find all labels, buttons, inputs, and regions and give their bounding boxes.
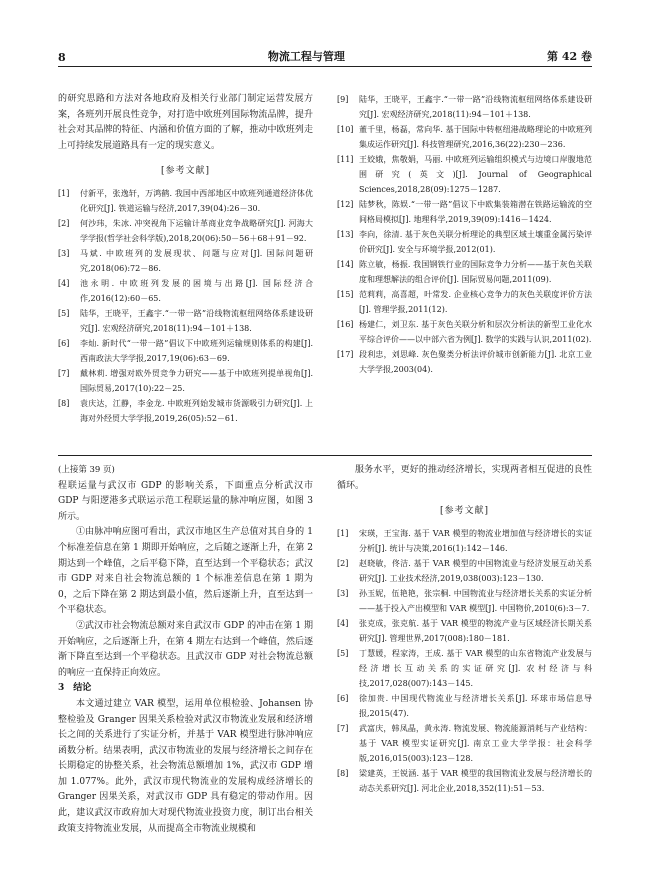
reference-text: 段利忠，刘思峰. 灰色聚类分析法评价城市创新能力[J]. 北京工业大学学报,2003(04). <box>359 350 592 374</box>
reference-number: [8] <box>337 768 349 778</box>
reference-number: [5] <box>58 308 70 318</box>
reference-number: [3] <box>58 248 70 258</box>
reference-text: 董千里，杨磊，常向华. 基于国际中转枢纽港战略理论的中欧班列集成运作研究[J]. 科技管理研究,2016,36(22):230－236. <box>359 125 592 149</box>
reference-text: 陆华，王晓平，王鑫宇.“一带一路”沿线物流枢纽网络体系建设研究[J]. 宏观经济研究,2018(11):94－101＋138. <box>80 308 313 333</box>
reference-text: 孙玉妮，伍艳艳，张宗桐. 中国物流业与经济增长关系的实证分析——基于投入产出模型和 VAR 模型[J]. 中国物价,2010(6):3－7. <box>359 588 592 613</box>
reference-text: 付新平，张逸轩，万鸿鹤. 我国中西部地区中欧班列通道经济体优化研究[J]. 铁道运输与经济,2017,39(04):26－30. <box>80 188 313 213</box>
body-paragraph: 程联运量与武汉市 GDP 的影响关系，下面重点分析武汉市 GDP 与阳逻港多式联运示范工程联运量的脉冲响应图，如图 3 所示。 <box>58 480 313 522</box>
reference-item <box>337 152 592 197</box>
continued-paragraph: 的研究思路和方法对各地政府及相关行业部门制定运营发展方案，各班列开展良性竞争，对打造中欧班列国际物流品牌，提升社会对其品牌的特征、内涵和价值方面的了解，推动中欧班列走上可持续发展道路具有一定的现实意义。 <box>58 94 313 151</box>
reference-number: [14] <box>337 260 354 269</box>
top-left-column <box>58 92 313 426</box>
reference-number: [1] <box>337 528 349 538</box>
reference-number: [11] <box>337 155 354 164</box>
page-number: 8 <box>58 51 66 64</box>
reference-list <box>337 526 592 796</box>
reference-number: [17] <box>337 350 354 359</box>
reference-number: [2] <box>58 218 70 228</box>
reference-number: [8] <box>58 398 70 408</box>
reference-item <box>337 257 592 287</box>
reference-number: [4] <box>58 278 70 288</box>
body-paragraph: ①由脉冲响应图可看出，武汉市地区生产总值对其自身的 1 个标准差信息在第 1 期即开始响应，之后随之逐渐上升，在第 2 期达到一个峰值，之后平稳下降，直至达到一个平稳状态；武汉市 GDP 对来自社会物流总额的 1 个标准差信息在第 1 期为 0，之后下降在第 2 期达到最小值，然后逐渐上升，直至达到一个平稳状态。 <box>58 527 313 616</box>
reference-item <box>58 366 313 396</box>
reference-item <box>337 317 592 347</box>
reference-number: [10] <box>337 125 354 134</box>
reference-number: [6] <box>58 338 70 348</box>
reference-number: [7] <box>337 723 349 733</box>
reference-text: 马斌. 中欧班列的发展现状、问题与应对[J]. 国际问题研究,2018(06):72－86. <box>80 248 313 273</box>
reference-number: [5] <box>337 648 349 658</box>
reference-number: [12] <box>337 200 354 209</box>
reference-text: 王姣娥，焦敬娟，马丽. 中欧班列运输组织模式与边境口岸腹地范围研究(英文)[J]. Journal of Geographical Sciences,2018,28(09):1275－1287. <box>359 155 592 194</box>
reference-text: 徐加贵. 中国现代物流业与经济增长关系[J]. 环球市场信息导报,2015(47). <box>359 693 592 718</box>
reference-item <box>337 92 592 122</box>
bottom-right-column <box>337 463 592 796</box>
reference-item <box>337 721 592 766</box>
body-paragraph: 服务水平，更好的推动经济增长，实现两者相互促进的良性循环。 <box>337 465 592 491</box>
reference-list <box>337 92 592 377</box>
reference-item <box>337 691 592 721</box>
reference-text: 梁建英，王锐涵. 基于 VAR 模型的我国物流业发展与经济增长的动态关系研究[J]. 河北企业,2018,352(11):51－53. <box>359 768 592 793</box>
reference-number: [2] <box>337 558 349 568</box>
reference-text: 范莉莉，高喜超，叶常发. 企业核心竞争力的灰色关联度评价方法[J]. 管理学报,2011(12). <box>359 290 592 314</box>
journal-title: 物流工程与管理 <box>267 50 345 63</box>
body-paragraph: ②武汉市社会物流总额对来自武汉市 GDP 的冲击在第 1 期开始响应，之后逐渐上升，在第 4 期左右达到一个峰值，然后逐渐下降直至达到一个平稳状态。且武汉市 GDP 对社会物流总额的响应一直保持正向效应。 <box>58 620 313 678</box>
reference-text: 陆华，王晓平，王鑫宇.“一带一路”沿线物流枢纽网络体系建设研究[J]. 宏观经济研究,2018(11):94－101＋138. <box>359 95 592 119</box>
references-heading: [参考文献] <box>160 166 211 177</box>
reference-item <box>337 227 592 257</box>
page-header <box>58 44 592 64</box>
reference-item <box>58 336 313 366</box>
reference-text: 袁庆达，江静，李金龙. 中欧班列始发城市货源吸引力研究[J]. 上海对外经贸大学学报,2019,26(05):52－61. <box>80 398 313 423</box>
reference-number: [3] <box>337 588 349 598</box>
reference-number: [16] <box>337 320 354 329</box>
reference-item <box>337 526 592 556</box>
reference-number: [15] <box>337 290 354 299</box>
section-heading: 3 结论 <box>58 683 92 694</box>
header-rule <box>58 66 592 67</box>
reference-text: 张克成，张克航. 基于 VAR 模型的物流产业与区域经济长期关系研究[J]. 管理世界,2017(008):180－181. <box>359 618 592 643</box>
article-separator <box>58 455 592 456</box>
reference-item <box>58 306 313 336</box>
reference-text: 何沙玮，朱冰. 冲突视角下运输计革商业竞争战略研究[J]. 河海大学学报(哲学社会科学版),2018,20(06):50－56＋68＋91－92. <box>80 218 313 243</box>
reference-item <box>337 556 592 586</box>
reference-text: 杨建仁，刘卫东. 基于灰色关联分析和层次分析法的新型工业化水平综合评价——以中部六省为例[J]. 数学的实践与认识,2011(02). <box>359 320 592 344</box>
reference-number: [7] <box>58 368 70 378</box>
reference-list <box>58 186 313 426</box>
reference-item <box>58 246 313 276</box>
reference-item <box>337 122 592 152</box>
bottom-left-column <box>58 463 313 837</box>
reference-text: 丁慧媛，程家涛，王成. 基于 VAR 模型的山东省物流产业发展与经济增长互动关系的实证研究[J]. 农村经济与科技,2017,028(007):143－145. <box>359 648 592 688</box>
reference-item <box>337 197 592 227</box>
reference-text: 宋瑛，王宝海. 基于 VAR 模型的物流业增加值与经济增长的实证分析[J]. 统计与决策,2016(1):142－146. <box>359 528 592 553</box>
reference-number: [6] <box>337 693 349 703</box>
volume-label: 第 42 卷 <box>547 50 592 63</box>
reference-text: 李灿. 新时代“一带一路”倡议下中欧班列运输规则体系的构建[J]. 西南政法大学学报,2017,19(06):63－69. <box>80 338 313 363</box>
reference-item <box>337 616 592 646</box>
reference-number: [13] <box>337 230 354 239</box>
reference-number: [4] <box>337 618 349 628</box>
reference-item <box>337 766 592 796</box>
reference-text: 武富庆，韩凤晶，黄永涛. 物流发展、物流能源消耗与产业结构：基于 VAR 模型实证研究[J]. 南京工业大学学报：社会科学版,2016,015(003):123－128. <box>359 723 592 763</box>
top-right-column <box>337 92 592 377</box>
reference-number: [9] <box>337 95 349 104</box>
reference-text: 赵晓敏，佟洁. 基于 VAR 模型的中国物流业与经济发展互动关系研究[J]. 工业技术经济,2019,038(003):123－130. <box>359 558 592 583</box>
reference-item <box>337 347 592 377</box>
reference-item <box>337 646 592 691</box>
reference-item <box>58 396 313 426</box>
references-heading: [参考文献] <box>439 506 490 517</box>
reference-text: 陈立敏，杨振. 我国钢铁行业的国际竞争力分析——基于灰色关联度和理想解法的组合评价[J]. 国际贸易问题,2011(09). <box>359 260 592 284</box>
reference-text: 池永明. 中欧班列发展的困境与出路[J]. 国际经济合作,2016(12):60－65. <box>80 278 313 303</box>
body-paragraph: 本文通过建立 VAR 模型，运用单位根检验、Johansen 协整检验及 Granger 因果关系检验对武汉市物流业发展和经济增长之间的关系进行了实证分析，并基于 VAR 模型进行脉冲响应函数分析。结果表明，武汉市物流业的发展与经济增长之间存在长期稳定的协整关系，社会物流总额增加 1%，武汉市 GDP 增加 1.077%。此外，武汉市现代物流业的发展构成经济增长的 Granger 因果关系，对武汉市 GDP 具有稳定的带动作用。因此，建议武汉市政府加大对现代物流业投资力度，制订出台相关政策支持物流业发展，从而提高全市物流业规模和 <box>58 698 313 834</box>
reference-item <box>337 287 592 317</box>
reference-number: [1] <box>58 188 70 198</box>
reference-text: 陆梦秋，陈娱.“一带一路”倡议下中欧集装箱潜在铁路运输流的空间格局模拟[J]. 地理科学,2019,39(09):1416－1424. <box>359 200 592 224</box>
reference-item <box>58 216 313 246</box>
reference-item <box>337 586 592 616</box>
reference-text: 李向，徐清. 基于灰色关联分析理论的典型区域土壤重金属污染评价研究[J]. 安全与环境学报,2012(01). <box>359 230 592 254</box>
reference-item <box>58 186 313 216</box>
reference-item <box>58 276 313 306</box>
reference-text: 戴林莉. 增强对欧外贸竞争力研究——基于中欧班列提单视角[J]. 国际贸易,2017(10):22－25. <box>80 368 313 393</box>
continued-note: (上接第 39 页) <box>58 465 115 475</box>
